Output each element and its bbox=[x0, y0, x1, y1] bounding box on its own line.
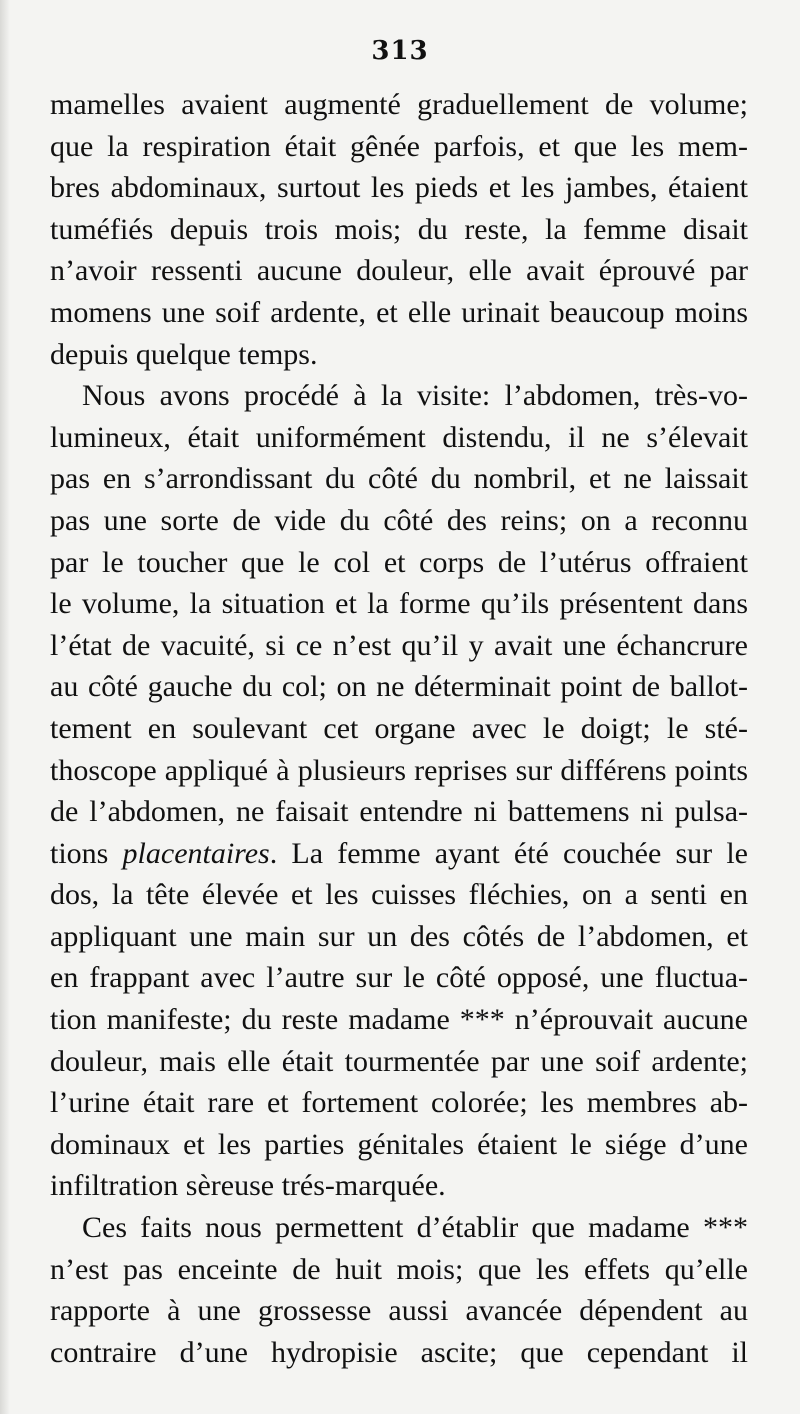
paragraph-start-line: Nous avons procédé à la visite: l’abdomen, très-vo- bbox=[82, 379, 748, 413]
text-line: le volume, la situation et la forme qu’ils présentent dans bbox=[50, 587, 748, 621]
text-line: tuméfiés depuis trois mois; du reste, la femme disait bbox=[50, 212, 748, 246]
text-line: thoscope appliqué à plusieurs reprises sur différens points bbox=[50, 753, 748, 787]
text-line: de l’abdomen, ne faisait entendre ni battemens ni pulsa- bbox=[50, 795, 748, 829]
paragraph-end-line: infiltration sèreuse trés-marquée. bbox=[50, 1169, 446, 1203]
text-line: bres abdominaux, surtout les pieds et les jambes, étaient bbox=[50, 171, 748, 205]
text-segment: . La femme ayant été couchée sur le bbox=[269, 836, 748, 870]
text-line: l’urine était rare et fortement colorée; les membres ab- bbox=[50, 1086, 748, 1120]
text-line: dominaux et les parties génitales étaient le siége d’une bbox=[50, 1127, 748, 1161]
text-line: au côté gauche du col; on ne déterminait point de ballot- bbox=[50, 670, 748, 704]
text-line: contraire d’une hydropisie ascite; que cependant il bbox=[50, 1335, 748, 1369]
text-line: par le toucher que le col et corps de l’utérus offraient bbox=[50, 545, 748, 579]
text-line: l’état de vacuité, si ce n’est qu’il y avait une échancrure bbox=[50, 628, 748, 662]
text-line: tion manifeste; du reste madame *** n’éprouvait aucune bbox=[50, 1003, 748, 1037]
page-number: 313 bbox=[371, 36, 429, 66]
text-line: pas une sorte de vide du côté des reins; on a reconnu bbox=[50, 503, 748, 537]
text-line-with-italic bbox=[50, 833, 748, 875]
italic-word: placentaires bbox=[122, 836, 270, 870]
text-line: dos, la tête élevée et les cuisses fléchies, on a senti en bbox=[50, 878, 748, 912]
text-segment: tions bbox=[50, 836, 123, 870]
text-line: que la respiration était gênée parfois, et que les mem- bbox=[50, 129, 748, 163]
text-line: rapporte à une grossesse aussi avancée dépendent au bbox=[50, 1294, 748, 1328]
text-line: en frappant avec l’autre sur le côté opposé, une fluctua- bbox=[50, 961, 748, 995]
scan-edge bbox=[0, 0, 10, 1414]
body-text bbox=[50, 84, 748, 1373]
paragraph-start-line: Ces faits nous permettent d’établir que madame *** bbox=[82, 1211, 748, 1245]
text-line: douleur, mais elle était tourmentée par une soif ardente; bbox=[50, 1044, 748, 1078]
text-line: n’est pas enceinte de huit mois; que les effets qu’elle bbox=[50, 1252, 748, 1286]
text-line: mamelles avaient augmenté graduellement de volume; bbox=[50, 88, 748, 121]
text-line: tement en soulevant cet organe avec le doigt; le sté- bbox=[50, 711, 748, 745]
text-line: pas en s’arrondissant du côté du nombril, et ne laissait bbox=[50, 462, 748, 496]
paragraph-end-line: depuis quelque temps. bbox=[50, 337, 318, 371]
text-line: n’avoir ressenti aucune douleur, elle avait éprouvé par bbox=[50, 254, 748, 288]
text-line: momens une soif ardente, et elle urinait beaucoup moins bbox=[50, 295, 748, 329]
text-line: appliquant une main sur un des côtés de l’abdomen, et bbox=[50, 919, 748, 953]
text-line: lumineux, était uniformément distendu, il ne s’élevait bbox=[50, 420, 748, 454]
